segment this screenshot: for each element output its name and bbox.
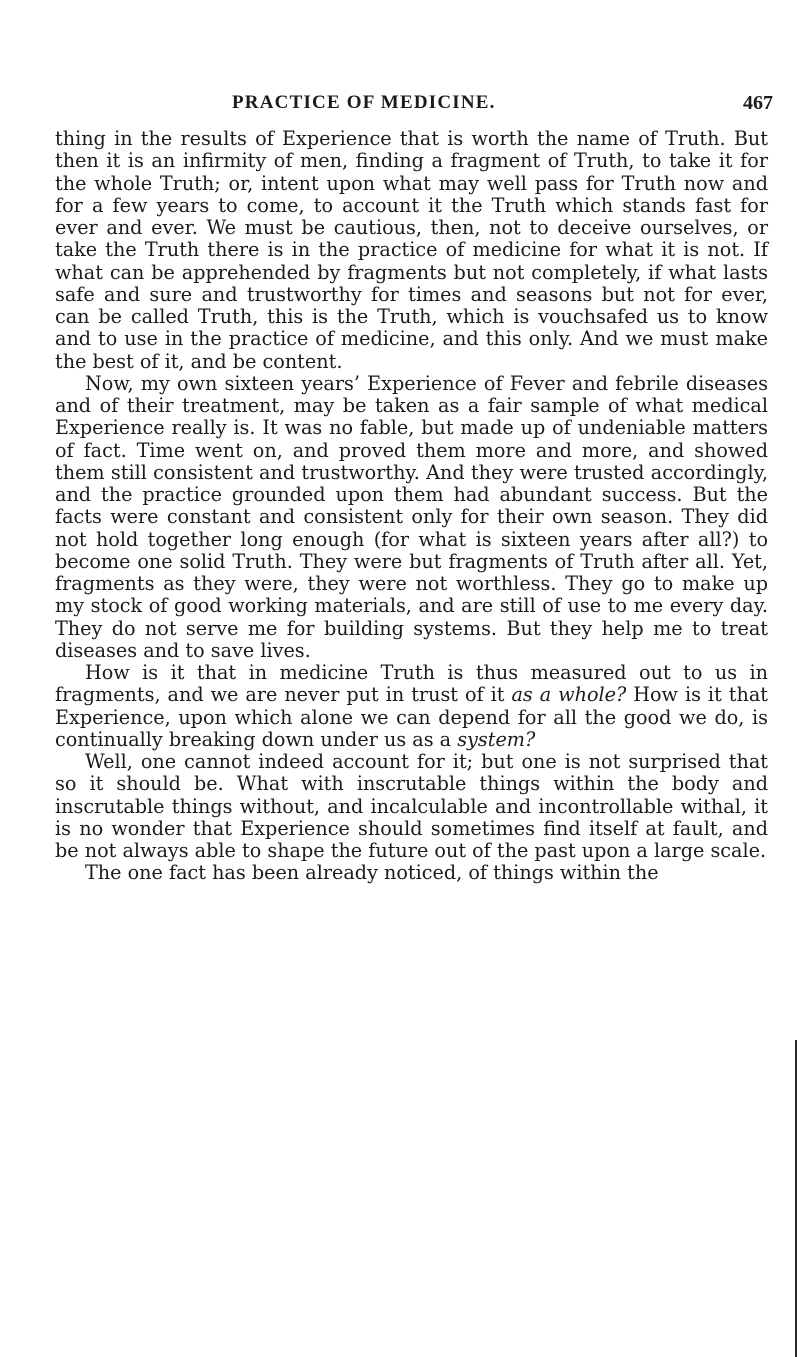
paragraph-how-is-it xyxy=(55,662,768,751)
paragraph-how-is-it-text-1: How is it that in medicine Truth is thus measured out to us in fragments, and we are never put in trust of it xyxy=(55,661,768,707)
paragraph-one-fact: The one fact has been already noticed, of things within the xyxy=(85,861,659,885)
running-title: PRACTICE OF MEDICINE. xyxy=(232,92,496,113)
page-number: 467 xyxy=(743,92,773,114)
body-text xyxy=(55,128,768,885)
paragraph-how-is-it-italic-1: as a whole? xyxy=(511,683,627,707)
paragraph-well: Well, one cannot indeed account for it; but one is not surprised that so it should be. What with inscrutable things within the body and inscrutable things without, and incalculable and incontrollable withal, it is no wonder that Experience should sometimes find itself at fault, and be not always able to shape the future out of the past upon a large scale. xyxy=(55,750,768,862)
running-head xyxy=(0,92,800,116)
paragraph-sixteen-years: Now, my own sixteen years’ Experience of Fever and febrile diseases and of their treatment, may be taken as a fair sample of what medical Experience really is. It was no fable, but made up of undeniable matters of fact. Time went on, and proved them more and more, and showed them still consistent and trustworthy. And they were trusted accordingly, and the practice grounded upon them had abundant success. But the facts were constant and consistent only for their own season. They did not hold together long enough (for what is sixteen years after all?) to become one solid Truth. They were but fragments of Truth after all. Yet, fragments as they were, they were not worthless. They go to make up my stock of good working materials, and are still of use to me every day. They do not serve me for building systems. But they help me to treat diseases and to save lives. xyxy=(55,371,768,662)
paragraph-how-is-it-italic-2: system? xyxy=(457,727,536,751)
page-edge-shadow xyxy=(795,1040,797,1357)
paragraph-how-is-it-text-2: How is it that Experience, upon which alone we can depend for all the good we do, is continually breaking down under us as a xyxy=(55,683,768,751)
paragraph-truth-fragments: thing in the results of Experience that is worth the name of Truth. But then it is an infirmity of men, finding a fragment of Truth, to take it for the whole Truth; or, intent upon what may well pass for Truth now and for a few years to come, to account it the Truth which stands fast for ever and ever. We must be cautious, then, not to deceive ourselves, or take the Truth there is in the practice of medicine for what it is not. If what can be apprehended by fragments but not completely, if what lasts safe and sure and trustworthy for times and seasons but not for ever, can be called Truth, this is the Truth, which is vouchsafed us to know and to use in the practice of medicine, and this only. And we must make the best of it, and be content. xyxy=(55,127,768,373)
